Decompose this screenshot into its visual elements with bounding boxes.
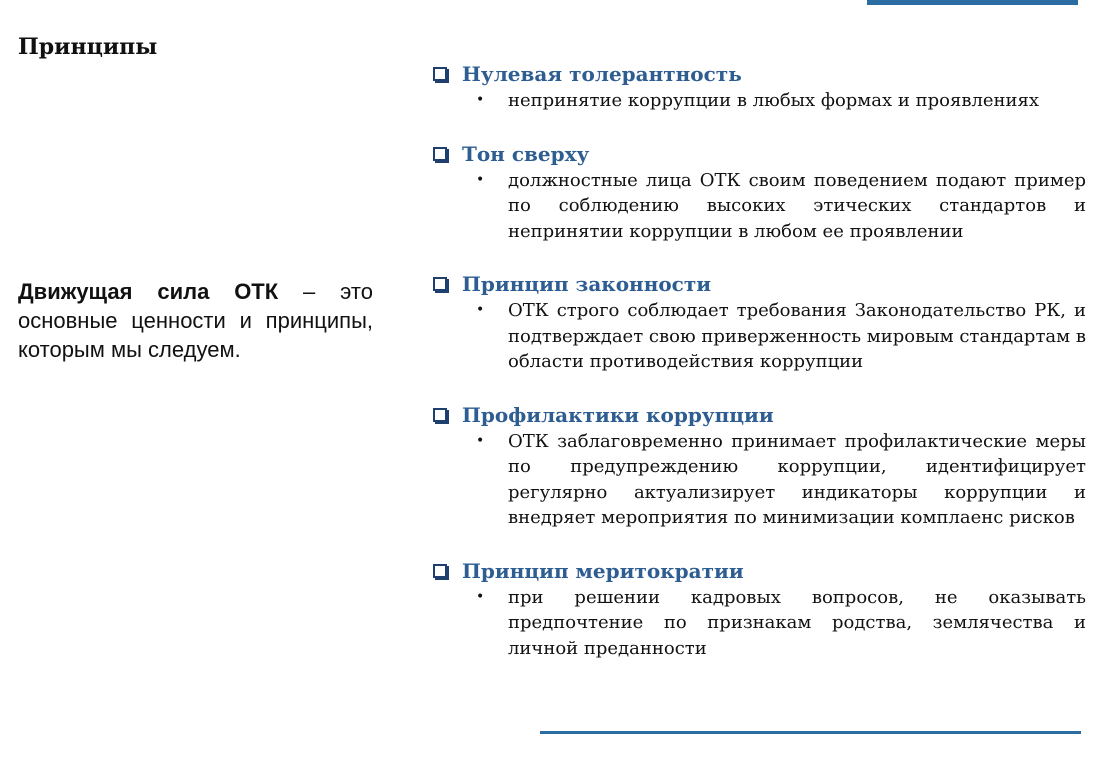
principle-description: непринятие коррупции в любых формах и проявлениях <box>508 90 1040 111</box>
principle-header <box>432 60 1086 88</box>
principle-header <box>432 270 1086 298</box>
principle-title: Тон сверху <box>462 141 590 166</box>
principle-description: ОТК заблаговременно принимает профилактические меры по предупреждению коррупции, идентифицирует регулярно актуализирует индикаторы коррупции и внедряет мероприятия по минимизации комплаенс рисков <box>508 430 1086 528</box>
checkbox-bullet-icon <box>433 408 447 422</box>
checkbox-bullet-icon <box>433 147 447 161</box>
principle-description: при решении кадровых вопросов, не оказывать предпочтение по признакам родства, землячества и личной преданности <box>508 586 1086 659</box>
principle-description-row <box>476 429 1086 531</box>
principle-item <box>432 140 1086 245</box>
principle-header <box>432 401 1086 429</box>
driving-force-definition: – это основные ценности и принципы, которым мы следуем. <box>18 279 373 362</box>
bottom-divider <box>540 731 1081 734</box>
checkbox-bullet-icon <box>433 277 447 291</box>
bullet-dot-icon: • <box>476 171 485 188</box>
top-accent-bar <box>867 0 1078 5</box>
principle-item <box>432 270 1086 375</box>
principle-header <box>432 140 1086 168</box>
driving-force-statement <box>18 277 373 364</box>
principle-title: Принцип законности <box>462 272 712 296</box>
principle-item <box>432 557 1086 662</box>
driving-force-term: Движущая сила ОТК <box>18 279 279 304</box>
bullet-dot-icon: • <box>476 432 485 449</box>
principle-title: Профилактики коррупции <box>462 402 774 427</box>
principle-description: ОТК строго соблюдает требования Законодательство РК, и подтверждает свою приверженность мировым стандартам в области противодействия коррупции <box>508 300 1086 372</box>
bullet-dot-icon: • <box>476 588 485 605</box>
principle-description-row <box>476 168 1086 245</box>
principle-description-row <box>476 585 1086 662</box>
principle-item <box>432 401 1086 531</box>
checkbox-bullet-icon <box>433 564 447 578</box>
checkbox-bullet-icon <box>433 67 447 81</box>
principle-item <box>432 60 1086 114</box>
principle-header <box>432 557 1086 585</box>
page-title: Принципы <box>18 34 158 60</box>
principles-list <box>432 60 1086 687</box>
principle-description: должностные лица ОТК своим поведением подают пример по соблюдению высоких этических стандартов и непринятии коррупции в любом ее проявлении <box>508 169 1086 242</box>
bullet-dot-icon: • <box>476 302 485 318</box>
bullet-dot-icon: • <box>476 92 485 108</box>
principle-description-row <box>476 298 1086 375</box>
principle-title: Нулевая толерантность <box>462 62 742 86</box>
principle-title: Принцип меритократии <box>462 558 744 583</box>
principle-description-row <box>476 88 1086 114</box>
